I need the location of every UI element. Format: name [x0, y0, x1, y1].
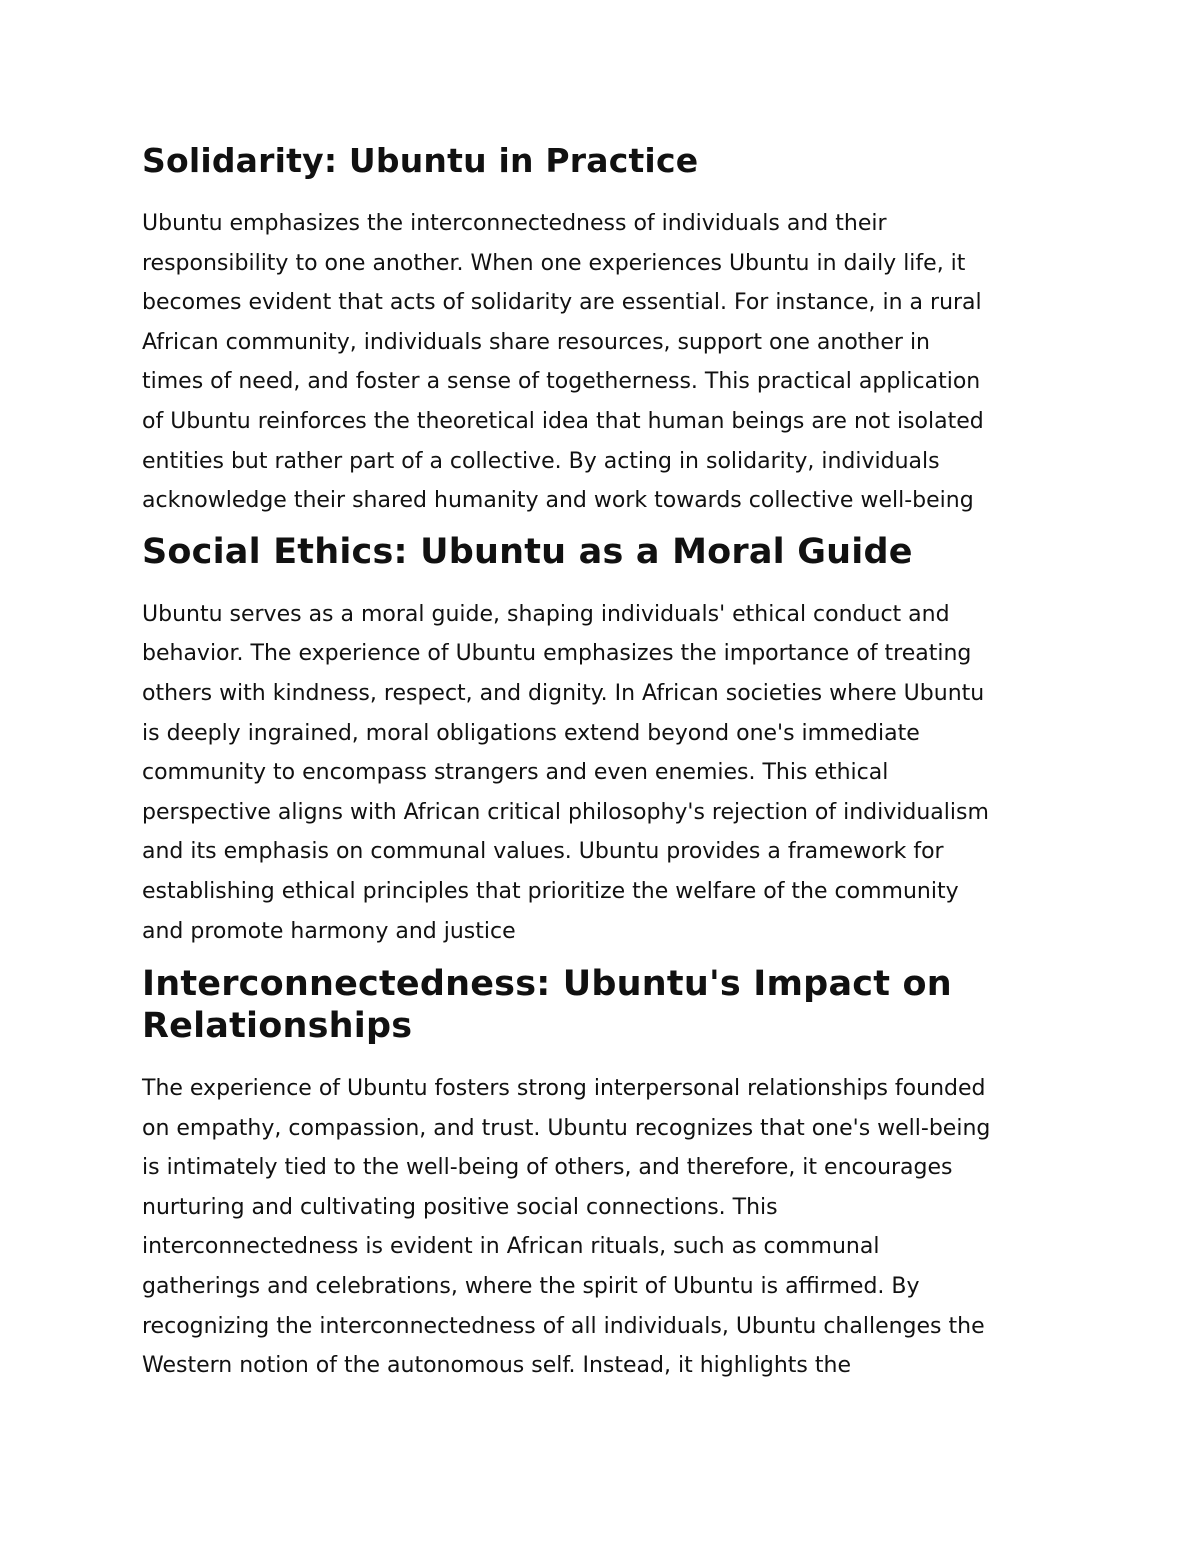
document-page — [142, 138, 1062, 1386]
section-heading-interconnectedness: Interconnectedness: Ubuntu's Impact on Relationships — [142, 964, 952, 1047]
section-body-interconnectedness: The experience of Ubuntu fosters strong interpersonal relationships founded on empathy, compassion, and trust. Ubuntu recognizes that one's well-being is intimately tied to the well-being of others, and therefore, it encourages nurturing and cultivating positive social connections. This interconnectedness is evident in African rituals, such as communal gatherings and celebrations, where the spirit of Ubuntu is affirmed. By recognizing the interconnectedness of all individuals, Ubuntu challenges the Western notion of the autonomous self. Instead, it highlights the — [142, 1076, 991, 1379]
section-body-solidarity: Ubuntu emphasizes the interconnectedness of individuals and their responsibility to one another. When one experiences Ubuntu in daily life, it becomes evident that acts of solidarity are essential. For instance, in a rural African community, individuals share resources, support one another in times of need, and foster a sense of togetherness. This practical application of Ubuntu reinforces the theoretical idea that human beings are not isolated entities but rather part of a collective. By acting in solidarity, individuals acknowledge their shared humanity and work towards collective well-being — [142, 211, 984, 514]
section-body-social-ethics: Ubuntu serves as a moral guide, shaping individuals' ethical conduct and behavior. The experience of Ubuntu emphasizes the importance of treating others with kindness, respect, and dignity. In African societies where Ubuntu is deeply ingrained, moral obligations extend beyond one's immediate community to encompass strangers and even enemies. This ethical perspective aligns with African critical philosophy's rejection of individualism and its emphasis on communal values. Ubuntu provides a framework for establishing ethical principles that prioritize the welfare of the community and promote harmony and justice — [142, 601, 989, 944]
section-heading-solidarity: Solidarity: Ubuntu in Practice — [142, 141, 699, 180]
section-heading-social-ethics: Social Ethics: Ubuntu as a Moral Guide — [142, 531, 913, 572]
